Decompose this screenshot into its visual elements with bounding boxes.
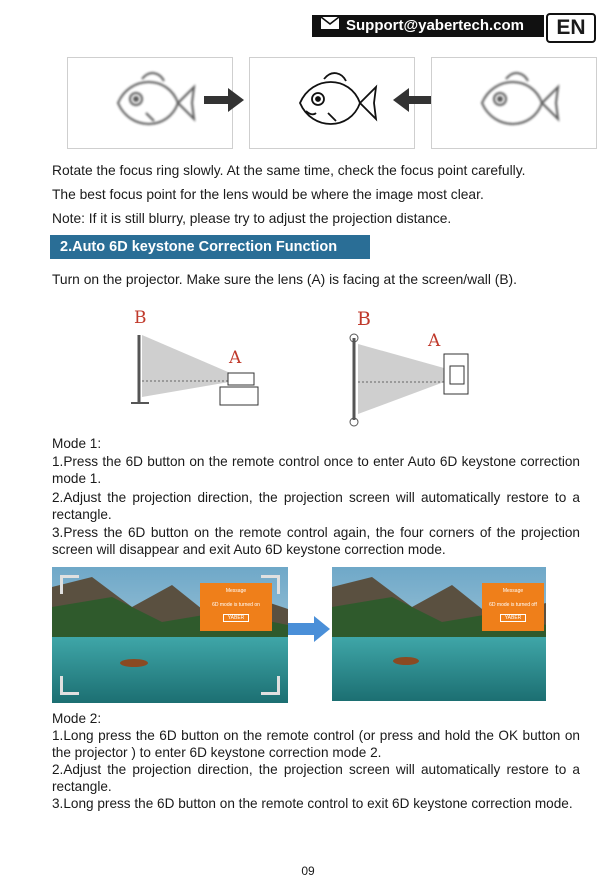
screen-6d-on-image bbox=[52, 567, 288, 703]
support-email: Support@yabertech.com bbox=[346, 17, 524, 34]
keystone-corner-br bbox=[261, 676, 280, 695]
message-title-on: Message bbox=[225, 588, 247, 594]
mode1-step3: 3.Press the 6D button on the remote control again, the four corners of the projection screen will disappear and exit Auto 6D keystone correction mode. bbox=[52, 525, 580, 557]
focus-line-1: Rotate the focus ring slowly. At the same time, check the focus point carefully. bbox=[52, 163, 526, 178]
mode2-step1: 1.Long press the 6D button on the remote control (or press and hold the OK button on the projector ) to enter 6D keystone correction mode 2. bbox=[52, 728, 580, 760]
label-b-left: B bbox=[134, 308, 147, 328]
message-body-off: 6D mode is turned off bbox=[489, 602, 537, 608]
support-email-banner bbox=[312, 15, 544, 37]
focus-line-3: Note: If it is still blurry, please try to adjust the projection distance. bbox=[52, 211, 452, 226]
label-a-right: A bbox=[428, 331, 441, 351]
keystone-corner-bl bbox=[60, 676, 79, 695]
keystone-corner-tl bbox=[60, 575, 79, 594]
message-title-off: Message bbox=[502, 588, 524, 594]
mail-icon bbox=[320, 15, 340, 37]
message-body-on: 6D mode is turned on bbox=[212, 602, 260, 608]
arrow-right-icon bbox=[204, 88, 244, 117]
screen-6d-off-image bbox=[332, 567, 546, 701]
blurry-fish-image-right bbox=[431, 57, 597, 149]
message-brand-on: YABER bbox=[223, 614, 249, 622]
focus-line-2: The best focus point for the lens would be where the image most clear. bbox=[52, 187, 484, 202]
sharp-fish-image-center bbox=[249, 57, 415, 149]
keystone-corner-tr bbox=[261, 575, 280, 594]
page-number: 09 bbox=[301, 864, 315, 878]
arrow-left-icon bbox=[393, 88, 433, 117]
mode1-step2: 2.Adjust the projection direction, the projection screen will automatically restore to a rectangle. bbox=[52, 490, 580, 522]
diagram-table-projection bbox=[125, 305, 275, 415]
mode1-title: Mode 1: bbox=[52, 436, 102, 451]
message-brand-off: YABER bbox=[500, 614, 526, 622]
label-a-left: A bbox=[229, 348, 242, 368]
mode2-title: Mode 2: bbox=[52, 711, 102, 726]
section-heading: 2.Auto 6D keystone Correction Function bbox=[50, 235, 370, 259]
label-b-right: B bbox=[357, 308, 371, 330]
language-badge: EN bbox=[546, 13, 596, 43]
mode2-step3: 3.Long press the 6D button on the remote control to exit 6D keystone correction mode. bbox=[52, 796, 573, 811]
arrow-right-blue-icon bbox=[288, 616, 330, 647]
mode1-step1: 1.Press the 6D button on the remote control once to enter Auto 6D keystone correction mode 1. bbox=[52, 454, 580, 486]
message-box-off bbox=[482, 583, 544, 631]
diagram-ceiling-projection bbox=[340, 330, 480, 430]
section-intro: Turn on the projector. Make sure the lens (A) is facing at the screen/wall (B). bbox=[52, 272, 517, 287]
mode2-step2: 2.Adjust the projection direction, the projection screen will automatically restore to a rectangle. bbox=[52, 762, 580, 794]
